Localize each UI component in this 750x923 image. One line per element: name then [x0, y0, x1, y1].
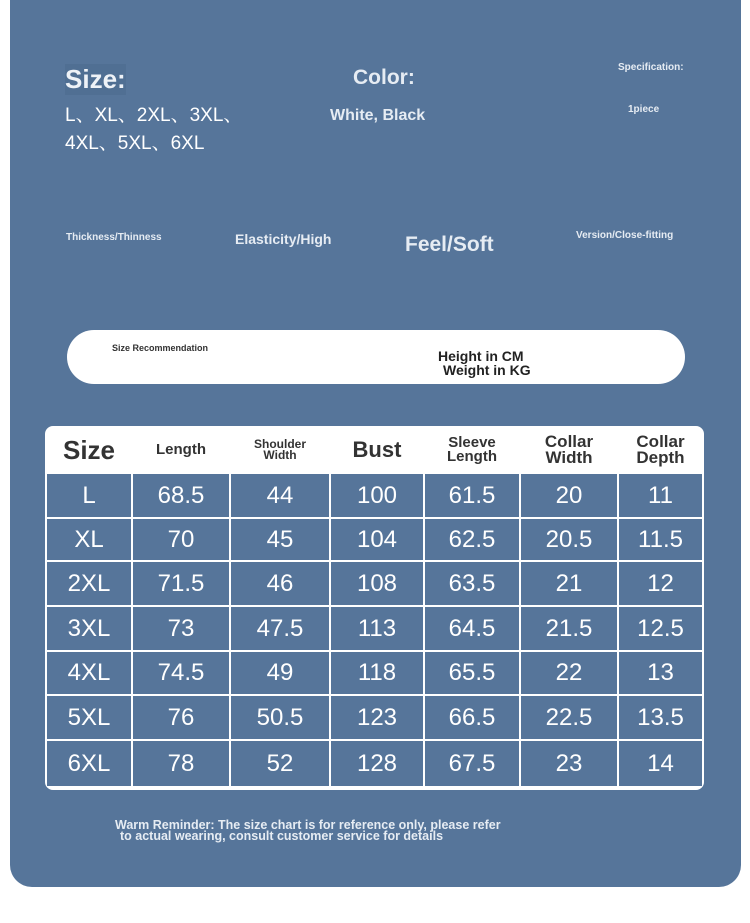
table-cell-collar-depth: 11.5: [619, 519, 702, 560]
size-chart-table: [45, 426, 704, 790]
table-cell-collar-width: 21.5: [521, 607, 617, 650]
table-cell-shoulder-width: 46: [231, 562, 329, 605]
specification-heading: Specification:: [618, 62, 684, 73]
elasticity-label: Elasticity/High: [235, 231, 332, 247]
header-size-line-1: Size: [62, 434, 116, 465]
table-cell-length: 74.5: [133, 652, 229, 694]
table-cell-shoulder-width: 52: [231, 741, 329, 786]
specification-value: 1piece: [628, 104, 660, 115]
header-sleeve-length: [425, 426, 519, 474]
table-cell-bust: 113: [331, 607, 423, 650]
size-heading: Size:: [65, 64, 126, 94]
header-collar-depth-line-2: Depth: [636, 448, 685, 467]
table-cell-sleeve-length: 64.5: [425, 607, 519, 650]
size-recommendation-banner: [67, 330, 685, 384]
header-shoulder-width: [231, 426, 329, 474]
thickness-label: Thickness/Thinness: [66, 232, 162, 243]
header-collar-depth: [619, 426, 702, 474]
table-cell-shoulder-width: 47.5: [231, 607, 329, 650]
table-cell-collar-depth: 12.5: [619, 607, 702, 650]
table-cell-collar-width: 20.5: [521, 519, 617, 560]
size-recommendation-label: Size Recommendation: [112, 343, 209, 353]
header-shoulder-width-line-1: Shoulder: [253, 436, 306, 451]
table-cell-shoulder-width: 50.5: [231, 696, 329, 739]
table-cell-bust: 123: [331, 696, 423, 739]
header-bust: [331, 426, 423, 474]
table-cell-size: 5XL: [47, 696, 131, 739]
table-cell-shoulder-width: 49: [231, 652, 329, 694]
table-cell-collar-width: 22.5: [521, 696, 617, 739]
table-cell-sleeve-length: 63.5: [425, 562, 519, 605]
feel-label: Feel/Soft: [405, 233, 494, 256]
size-list-line-1: L、XL、2XL、3XL、: [65, 105, 243, 126]
header-collar-depth-line-1: Collar: [636, 431, 685, 451]
table-cell-collar-depth: 13.5: [619, 696, 702, 739]
table-cell-sleeve-length: 67.5: [425, 741, 519, 786]
table-cell-bust: 100: [331, 474, 423, 517]
table-cell-bust: 118: [331, 652, 423, 694]
table-cell-shoulder-width: 45: [231, 519, 329, 560]
table-cell-size: 3XL: [47, 607, 131, 650]
header-shoulder-width-line-2: Width: [263, 448, 297, 462]
header-length-line-1: Length: [156, 440, 206, 458]
weight-unit-label: Weight in KG: [443, 362, 531, 378]
table-cell-length: 68.5: [133, 474, 229, 517]
table-cell-bust: 108: [331, 562, 423, 605]
header-collar-width: [521, 426, 617, 474]
table-cell-size: L: [47, 474, 131, 517]
table-cell-length: 71.5: [133, 562, 229, 605]
table-cell-sleeve-length: 65.5: [425, 652, 519, 694]
table-cell-collar-width: 20: [521, 474, 617, 517]
table-cell-collar-depth: 14: [619, 741, 702, 786]
table-cell-size: XL: [47, 519, 131, 560]
table-cell-collar-width: 22: [521, 652, 617, 694]
header-collar-width-line-1: Collar: [544, 431, 594, 451]
table-cell-bust: 128: [331, 741, 423, 786]
table-cell-bust: 104: [331, 519, 423, 560]
table-cell-length: 78: [133, 741, 229, 786]
size-list-line-2: 4XL、5XL、6XL: [65, 133, 205, 154]
table-cell-collar-width: 23: [521, 741, 617, 786]
table-cell-sleeve-length: 61.5: [425, 474, 519, 517]
table-cell-collar-width: 21: [521, 562, 617, 605]
header-collar-width-line-2: Width: [545, 448, 593, 467]
table-cell-length: 73: [133, 607, 229, 650]
height-unit-label: Height in CM: [438, 348, 524, 364]
table-cell-shoulder-width: 44: [231, 474, 329, 517]
table-cell-size: 6XL: [47, 741, 131, 786]
color-heading: Color:: [353, 66, 415, 89]
table-cell-collar-depth: 11: [619, 474, 702, 517]
table-cell-sleeve-length: 66.5: [425, 696, 519, 739]
color-value: White, Black: [330, 107, 426, 124]
table-cell-collar-depth: 12: [619, 562, 702, 605]
table-cell-length: 76: [133, 696, 229, 739]
table-cell-size: 4XL: [47, 652, 131, 694]
table-cell-length: 70: [133, 519, 229, 560]
size-chart-grid: [47, 474, 702, 787]
warm-reminder-line-1: Warm Reminder: The size chart is for reference only, please refer: [115, 818, 501, 832]
table-cell-size: 2XL: [47, 562, 131, 605]
table-cell-collar-depth: 13: [619, 652, 702, 694]
warm-reminder-line-2: to actual wearing, consult customer service for details: [120, 829, 444, 843]
table-cell-sleeve-length: 62.5: [425, 519, 519, 560]
header-bust-line-1: Bust: [352, 436, 402, 462]
header-sleeve-length-line-1: Sleeve: [448, 433, 496, 451]
header-sleeve-length-line-2: Length: [447, 448, 497, 465]
version-label: Version/Close-fitting: [576, 230, 674, 241]
header-size: [47, 426, 131, 474]
header-length: [133, 426, 229, 474]
